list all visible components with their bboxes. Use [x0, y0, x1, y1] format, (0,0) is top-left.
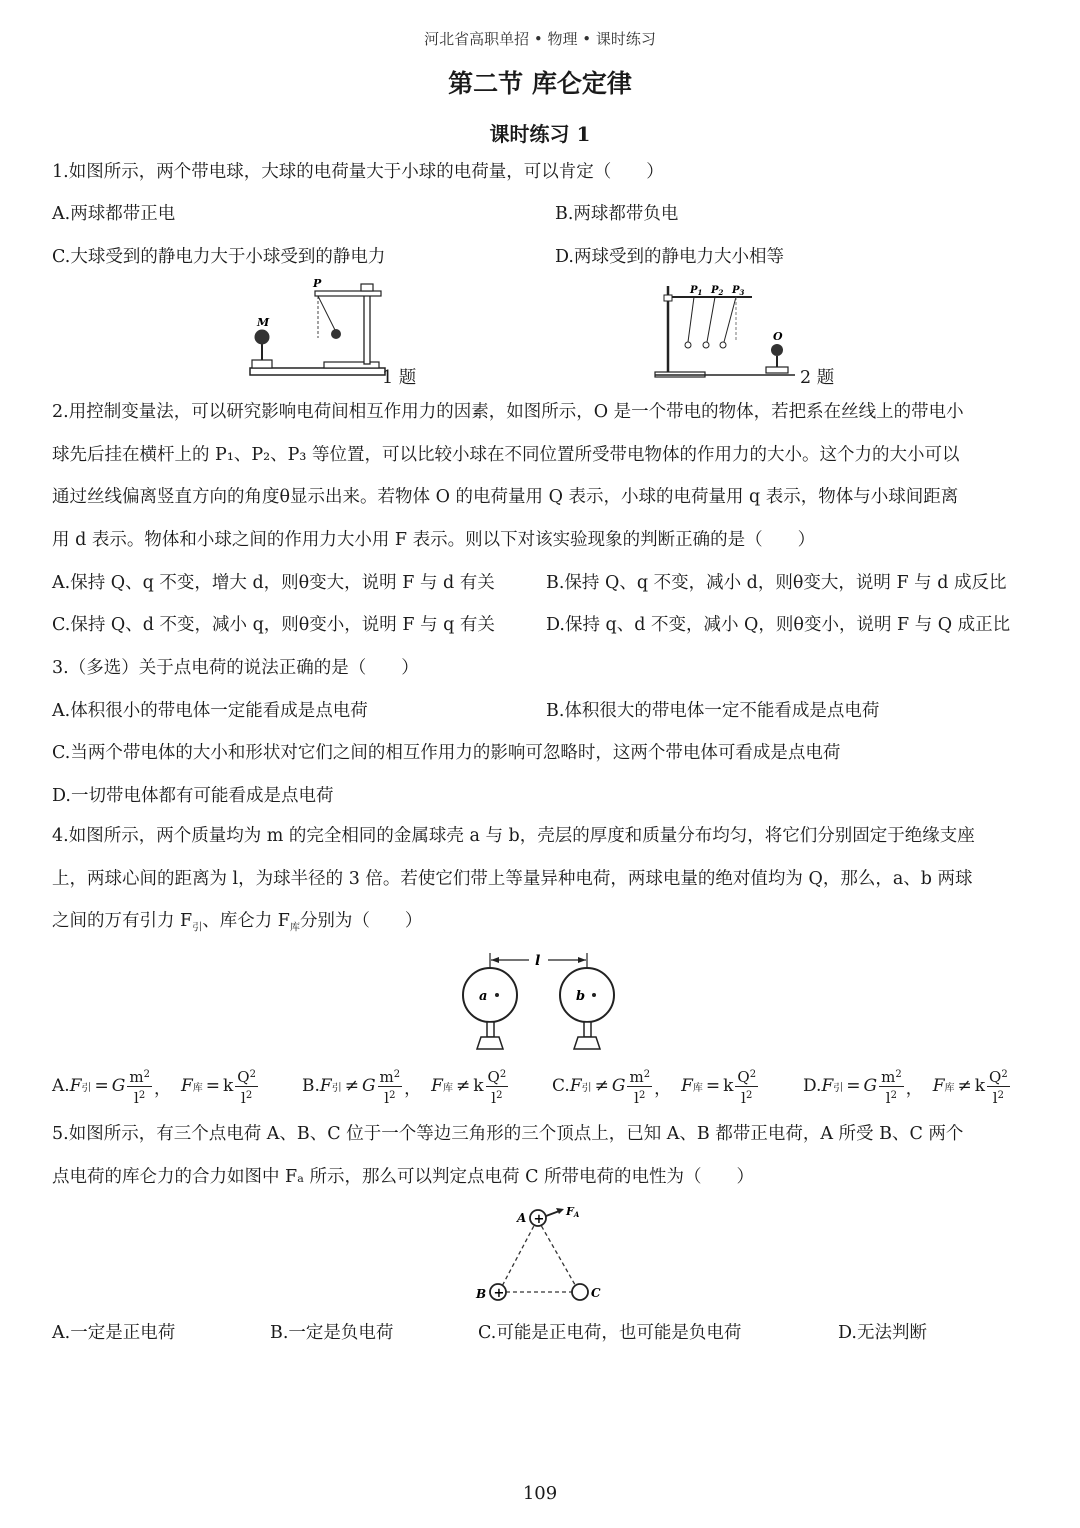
- page-number: 109: [522, 1483, 558, 1504]
- q5-line-1: 5.如图所示，有三个点电荷 A、B、C 位于一个等边三角形的三个顶点上，已知 A、B 都带正电荷，A 所受 B、C 两个: [52, 1124, 964, 1144]
- fig2-label-p1: $P_1$: [690, 285, 703, 297]
- fig5-plus-a: +: [533, 1212, 545, 1227]
- q2-line-3: 通过丝线偏离竖直方向的角度θ显示出来。若物体 O 的电荷量用 Q 表示，小球的电荷量用 q 表示，物体与小球间距离: [52, 487, 959, 507]
- q5-option-b: B.一定是负电荷: [270, 1323, 394, 1343]
- q2-line-1: 2.用控制变量法，可以研究影响电荷间相互作用力的因素，如图所示，O 是一个带电的物体，若把系在丝线上的带电小: [52, 402, 964, 422]
- q4-option-b: B. F 引 ≠ G $\frac{m^2}{l^2}$ ， F 库 ≠ k $\frac{Q^2}{l^2}$: [302, 1067, 507, 1107]
- q1-stem: 1.如图所示，两个带电球，大球的电荷量大于小球的电荷量，可以肯定（ ）: [52, 162, 664, 182]
- exercise-title: 课时练习 1: [489, 122, 591, 146]
- fig1-left-foot: [252, 360, 272, 368]
- fig1-ball-small: [331, 329, 341, 339]
- fig4-arrow-left: [491, 957, 499, 963]
- q2-line-4: 用 d 表示。物体和小球之间的作用力大小用 F 表示。则以下对该实验现象的判断正确的是（ ）: [52, 529, 816, 550]
- q2-stem: [52, 391, 1032, 561]
- fig2-ball-1: [685, 342, 691, 348]
- fig4-base-a: [477, 1037, 503, 1049]
- fig2-label-o: O: [773, 330, 783, 343]
- q2-option-c: C.保持 Q、d 不变，减小 q，则θ变小，说明 F 与 q 有关: [52, 615, 495, 635]
- q4-line-3: 之间的万有引力 $F_引$、库仑力 $F_库$分别为（ ）: [52, 911, 423, 934]
- q3-option-d: D.一切带电体都有可能看成是点电荷: [52, 786, 334, 806]
- fig4-label-l: l: [535, 953, 541, 969]
- fig4-base-b: [574, 1037, 600, 1049]
- fig4-stand-a: [487, 1022, 494, 1037]
- figure-q5-triangle: [470, 1200, 610, 1308]
- fig5-plus-b: +: [493, 1286, 505, 1301]
- q2-option-d: D.保持 q、d 不变，减小 Q，则θ变小，说明 F 与 Q 成正比: [546, 615, 1011, 635]
- fig1-label-p: P: [313, 278, 322, 290]
- fig1-top-cap: [361, 284, 373, 291]
- q1-option-b: B.两球都带负电: [555, 204, 679, 224]
- q5-option-d: D.无法判断: [838, 1323, 927, 1343]
- q4-line-2: 上，两球心间的距离为 l，为球半径的 3 倍。若使它们带上等量异种电荷，两球电量的绝对值均为 Q，那么，a、b 两球: [52, 868, 973, 889]
- fig5-label-c: C: [591, 1286, 601, 1300]
- fig2-o-base: [766, 367, 788, 373]
- q4-option-c: C. F 引 ≠ G $\frac{m^2}{l^2}$ ， F 库 = k $\frac{Q^2}{l^2}$: [552, 1067, 757, 1107]
- q5-option-c: C.可能是正电荷，也可能是负电荷: [478, 1323, 742, 1343]
- q5-option-a: A.一定是正电荷: [52, 1323, 176, 1343]
- q5-stem: [52, 1113, 1032, 1198]
- fig4-label-a: a: [479, 989, 488, 1004]
- fig5-charge-c: [572, 1284, 588, 1300]
- fig5-side-ac: [538, 1220, 578, 1290]
- fig4-sphere-b: [560, 968, 614, 1022]
- fig2-label-p3: $P_3$: [732, 285, 745, 297]
- q3-stem: 3.（多选）关于点电荷的说法正确的是（ ）: [52, 658, 419, 678]
- fig5-label-a: A: [517, 1211, 527, 1225]
- q4-option-a: A. F 引 = G $\frac{m^2}{l^2}$ ， F 库 = k $\frac{Q^2}{l^2}$: [52, 1067, 256, 1107]
- q3-option-b: B.体积很大的带电体一定不能看成是点电荷: [546, 701, 880, 721]
- fig5-label-b: B: [476, 1287, 487, 1301]
- fig4-stand-b: [584, 1022, 591, 1037]
- q4-stem: [52, 815, 1032, 950]
- fig5-side-ab: [500, 1220, 537, 1290]
- fig1-crossbar: [315, 291, 381, 296]
- fig1-base: [250, 368, 385, 375]
- figure-q4-spheres: [455, 945, 630, 1055]
- q3-option-a: A.体积很小的带电体一定能看成是点电荷: [52, 701, 368, 721]
- figure-q2-apparatus: [650, 278, 800, 390]
- q4-option-d: D. F 引 = G $\frac{m^2}{l^2}$ ， F 库 ≠ k $\frac{Q^2}{l^2}$: [803, 1067, 1008, 1107]
- fig1-stand: [364, 290, 370, 364]
- fig4-sphere-a: [463, 968, 517, 1022]
- fig1-thread: [318, 296, 335, 330]
- fig4-center-a: [495, 993, 499, 997]
- fig2-thread-1: [688, 297, 694, 342]
- q1-option-a: A.两球都带正电: [52, 204, 176, 224]
- fig2-ball-2: [703, 342, 709, 348]
- q1-option-d: D.两球受到的静电力大小相等: [555, 247, 784, 267]
- fig2-clamp: [664, 295, 672, 301]
- section-title: 第二节 库仑定律: [448, 69, 632, 98]
- fig2-caption: 2 题: [800, 368, 835, 388]
- q2-option-b: B.保持 Q、q 不变，减小 d，则θ变大，说明 F 与 d 成反比: [546, 573, 1007, 593]
- fig1-caption: 1 题: [382, 368, 417, 388]
- page-header: 河北省高职单招 • 物理 • 课时练习: [424, 30, 656, 48]
- fig4-center-b: [592, 993, 596, 997]
- fig2-ball-3: [720, 342, 726, 348]
- fig5-label-fa: FA: [566, 1205, 580, 1219]
- fig2-thread-2: [707, 297, 715, 342]
- q2-option-a: A.保持 Q、q 不变，增大 d，则θ变大，说明 F 与 d 有关: [52, 573, 495, 593]
- q3-option-c: C.当两个带电体的大小和形状对它们之间的相互作用力的影响可忽略时，这两个带电体可看成是点电荷: [52, 743, 841, 763]
- fig1-ball-m: [255, 330, 270, 345]
- q5-line-2: 点电荷的库仑力的合力如图中 Fₐ 所示，那么可以判定点电荷 C 所带电荷的电性为（ ）: [52, 1166, 755, 1187]
- q2-line-2: 球先后挂在横杆上的 P₁、P₂、P₃ 等位置，可以比较小球在不同位置所受带电物体的作用力的大小。这个力的大小可以: [52, 444, 960, 465]
- fig2-label-p2: $P_2$: [711, 285, 724, 297]
- q1-option-c: C.大球受到的静电力大于小球受到的静电力: [52, 247, 386, 267]
- fig2-thread-3: [724, 297, 736, 342]
- fig2-object-o: [771, 344, 783, 356]
- fig1-label-m: M: [257, 316, 270, 329]
- q4-line-1: 4.如图所示，两个质量均为 m 的完全相同的金属球壳 a 与 b，壳层的厚度和质量分布均匀，将它们分别固定于绝缘支座: [52, 826, 975, 846]
- fig1-right-foot: [324, 362, 379, 368]
- fig4-label-b: b: [576, 989, 586, 1004]
- fig4-arrow-right: [578, 957, 586, 963]
